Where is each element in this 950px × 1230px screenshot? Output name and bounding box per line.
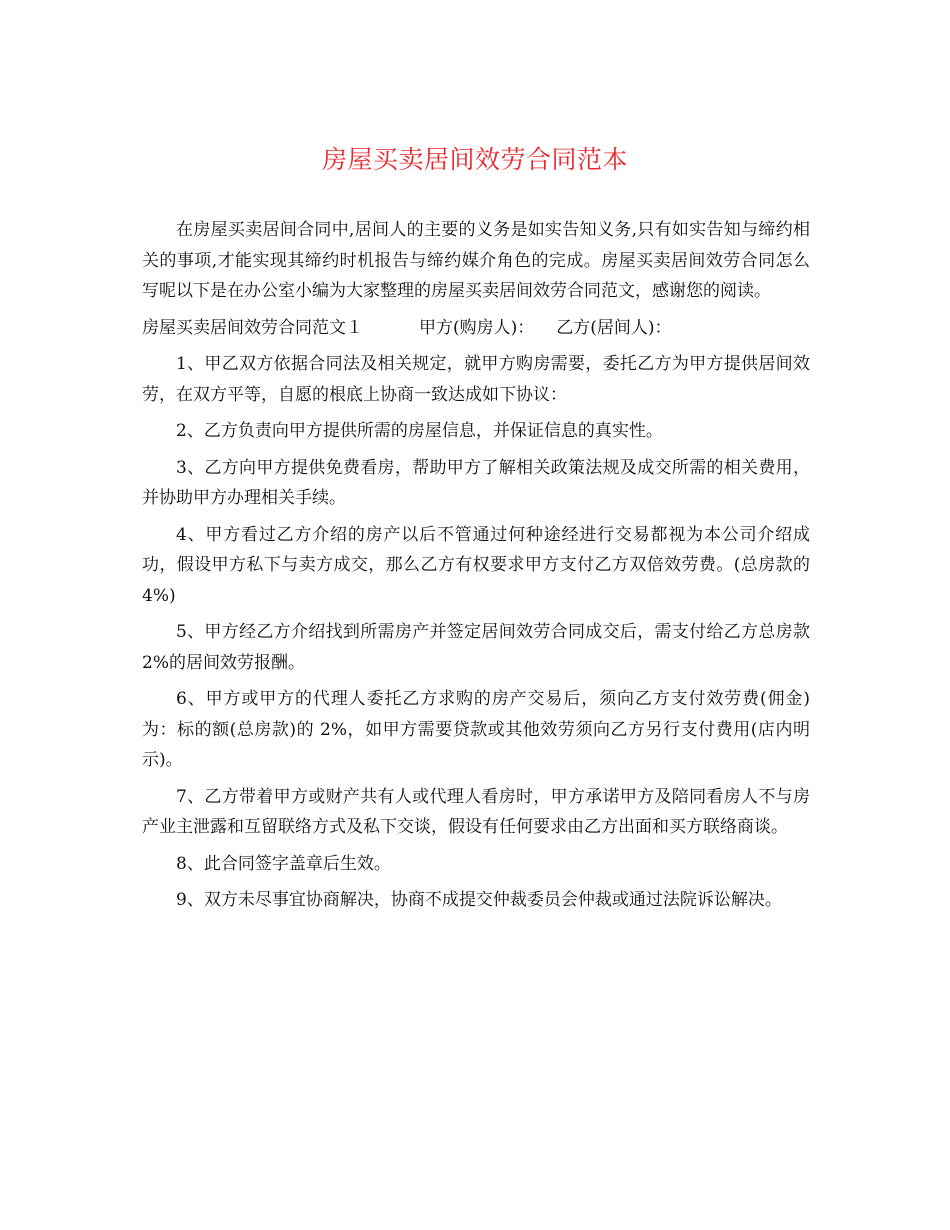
clause-paragraph: 5、甲方经乙方介绍找到所需房产并签定居间效劳合同成交后，需支付给乙方总房款 2%的居间效劳报酬。: [142, 622, 810, 673]
clause-paragraph: 3、乙方向甲方提供免费看房，帮助甲方了解相关政策法规及成交所需的相关费用，并协助甲方办理相关手续。: [142, 457, 810, 508]
clause-paragraph: 8、此合同签字盖章后生效。: [176, 853, 391, 874]
contract-heading-line: [142, 313, 810, 344]
intro-paragraph: 在房屋买卖居间合同中,居间人的主要的义务是如实告知义务,只有如实告知与缔约相关的事项,才能实现其缔约时机报告与缔约媒介角色的完成。房屋买卖居间效劳合同怎么写呢以下是在办公室小编为大家整理的房屋买卖居间效劳合同范文，感谢您的阅读。: [142, 220, 810, 301]
party-b-label: 乙方(居间人)：: [556, 317, 672, 338]
document-body: [142, 215, 810, 922]
clause-paragraph: 7、乙方带着甲方或财产共有人或代理人看房时，甲方承诺甲方及陪同看房人不与房产业主泄露和互留联络方式及私下交谈，假设有任何要求由乙方出面和买方联络商谈。: [142, 786, 810, 837]
party-a-label: 甲方(购房人)：: [419, 317, 535, 338]
clause-paragraph: 6、甲方或甲方的代理人委托乙方求购的房产交易后，须向乙方支付效劳费(佣金)为：标的额(总房款)的 2%，如甲方需要贷款或其他效劳须向乙方另行支付费用(店内明示)。: [142, 689, 810, 770]
clause-paragraph: 1、甲乙双方依据合同法及相关规定，就甲方购房需要，委托乙方为甲方提供居间效劳，在双方平等，自愿的根底上协商一致达成如下协议：: [142, 354, 810, 405]
contract-sample-title: 房屋买卖居间效劳合同范文１: [142, 317, 363, 338]
clause-paragraph: 4、甲方看过乙方介绍的房产以后不管通过何种途经进行交易都视为本公司介绍成功，假设甲方私下与卖方成交，那么乙方有权要求甲方支付乙方双倍效劳费。(总房款的 4%): [142, 524, 810, 606]
document-title: 房屋买卖居间效劳合同范本: [321, 145, 628, 174]
clause-paragraph: 9、双方未尽事宜协商解决，协商不成提交仲裁委员会仲裁或通过法院诉讼解决。: [176, 890, 782, 910]
clause-paragraph: 2、乙方负责向甲方提供所需的房屋信息，并保证信息的真实性。: [176, 421, 663, 441]
